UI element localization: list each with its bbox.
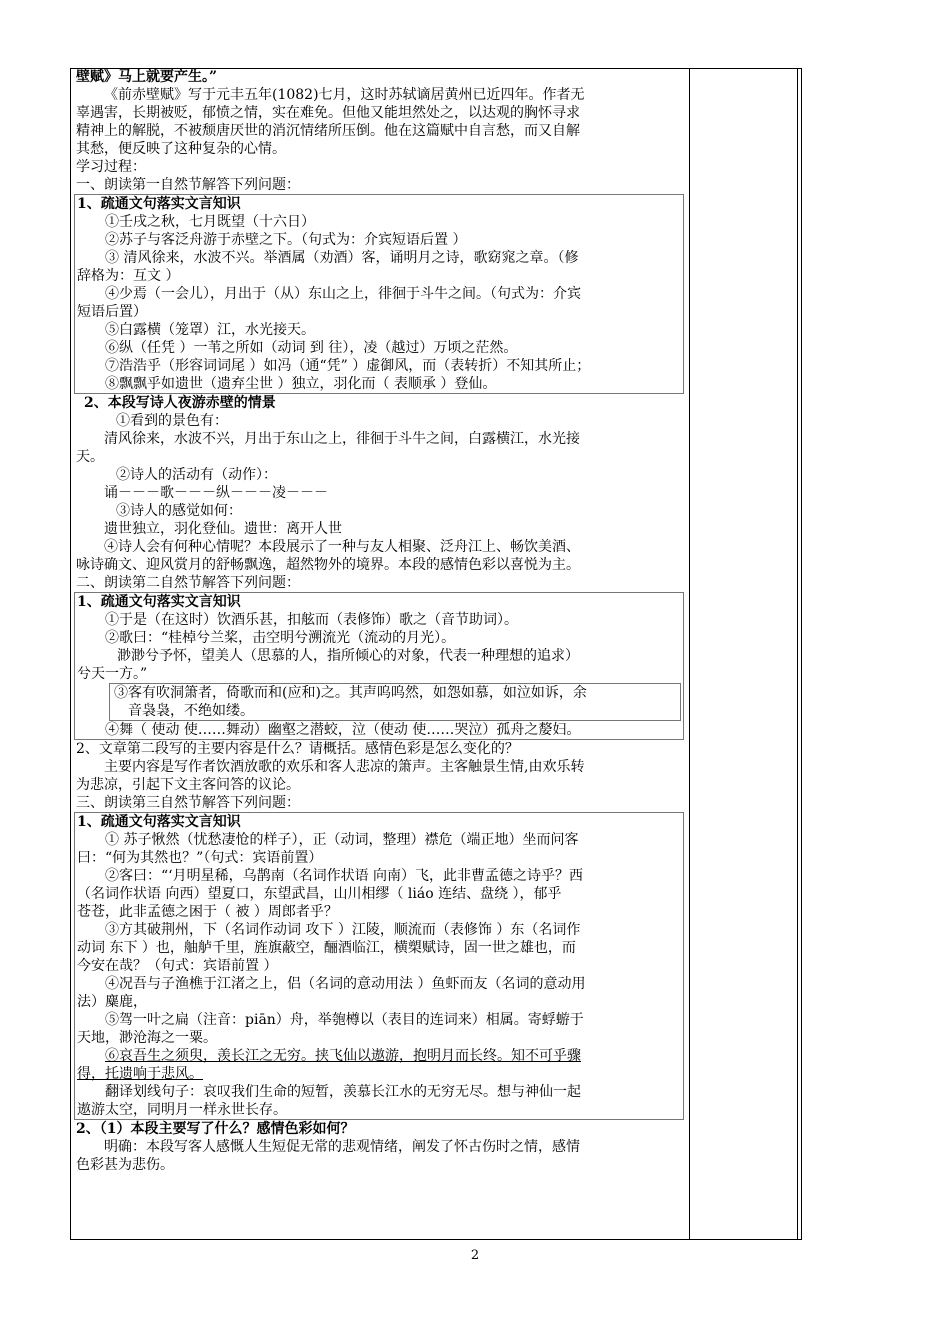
text-line: 辜遇害，长期被贬，郁愤之情，实在难免。但他又能坦然处之，以达观的胸怀寻求 bbox=[76, 105, 580, 121]
knowledge-box-3 bbox=[74, 812, 684, 1120]
section-heading: 二、朗读第二自然节解答下列问题： bbox=[76, 575, 300, 591]
section-heading: 一、朗读第一自然节解答下列问题： bbox=[76, 177, 300, 193]
text-line: 辞格为：互文 ） bbox=[77, 268, 180, 284]
subheading: 2、本段写诗人夜游赤壁的情景 bbox=[84, 395, 276, 411]
text-line: ②诗人的活动有（动作）： bbox=[116, 467, 277, 483]
text-line: 兮天一方。” bbox=[77, 666, 148, 682]
text-line: ⑧飘飘乎如遗世（遗弃尘世 ）独立，羽化而（ 表顺承 ）登仙。 bbox=[105, 376, 497, 392]
text-line: 今安在哉？（句式：宾语前置 ） bbox=[77, 958, 278, 974]
text-line: 《前赤壁赋》写于元丰五年(1082)七月，这时苏轼谪居黄州已近四年。作者无 bbox=[104, 87, 585, 103]
section-heading: 三、朗读第三自然节解答下列问题： bbox=[76, 795, 300, 811]
text-line: 得，托遗响于悲风。 bbox=[77, 1066, 203, 1082]
text-line: ⑥哀吾生之须臾，羡长江之无穷。挟飞仙以遨游，抱明月而长终。知不可乎骤 bbox=[105, 1048, 581, 1064]
text-line: ⑦浩浩乎（形容词词尾 ）如冯（通“凭” ）虚御风，而（表转折）不知其所止； bbox=[105, 358, 591, 374]
text-line: ⑤驾一叶之扁（注音：piān）舟，举匏樽以（表目的连词来）相属。寄蜉蝣于 bbox=[105, 1012, 584, 1028]
text-line: 壁赋》马上就要产生。” bbox=[76, 69, 218, 85]
text-line: 遗世独立，羽化登仙。遗世：离开人世 bbox=[104, 521, 342, 537]
text-line: ③ 清风徐来，水波不兴。举酒属（劝酒）客，诵明月之诗，歌窈窕之章。（修 bbox=[105, 250, 579, 266]
box-heading: 1、疏通文句落实文言知识 bbox=[77, 814, 241, 830]
text-line: 翻译划线句子：哀叹我们生命的短暂，羡慕长江水的无穷无尽。想与神仙一起 bbox=[105, 1084, 581, 1100]
text-line: 咏诗确文、迎风赏月的舒畅飘逸，超然物外的境界。本段的感情色彩以喜悦为主。 bbox=[76, 557, 580, 573]
inner-box bbox=[109, 683, 681, 721]
text-line: 主要内容是写作者饮酒放歌的欢乐和客人悲凉的箫声。主客触景生情,由欢乐转 bbox=[104, 759, 585, 775]
knowledge-box-2 bbox=[74, 592, 684, 740]
text-line: ④况吾与子渔樵于江渚之上，侣（名词的意动用法 ）鱼虾而友（名词的意动用 bbox=[105, 976, 586, 992]
box-heading: 1、疏通文句落实文言知识 bbox=[77, 594, 241, 610]
text-line: ① 苏子愀然（忧愁凄怆的样子），正（动词，整理）襟危（端正地）坐而问客 bbox=[105, 832, 579, 848]
text-line: 为悲凉，引起下文主客问答的议论。 bbox=[76, 777, 300, 793]
text-line: ①壬戌之秋，七月既望（十六日） bbox=[105, 214, 315, 230]
text-line: 明确：本段写客人感慨人生短促无常的悲观情绪，阐发了怀古伤时之情，感情 bbox=[104, 1139, 580, 1155]
text-line: 曰：“何为其然也？”（句式：宾语前置） bbox=[77, 850, 323, 866]
text-line: 苍苍，此非孟德之困于（ 被 ）周郎者乎？ bbox=[77, 904, 338, 920]
subheading: 2、文章第二段写的主要内容是什么？请概括。感情色彩是怎么变化的？ bbox=[76, 741, 519, 757]
notes-column bbox=[689, 68, 802, 1240]
text-line: ④舞（ 使动 使……舞动）幽壑之潜蛟，泣（使动 使……哭泣）孤舟之嫠妇。 bbox=[105, 722, 581, 738]
text-line: 清风徐来，水波不兴，月出于东山之上，徘徊于斗牛之间，白露横江，水光接 bbox=[104, 431, 580, 447]
text-line: ①于是（在这时）饮酒乐甚，扣舷而（表修饰）歌之（音节助词）。 bbox=[105, 612, 518, 628]
document-content bbox=[76, 68, 682, 1174]
text-line: 色彩甚为悲伤。 bbox=[76, 1157, 174, 1173]
text-line: ③客有吹洞箫者，倚歌而和(应和)之。其声呜呜然，如怨如慕，如泣如诉，余 bbox=[114, 685, 587, 701]
text-line: 遨游太空，同明月一样永世长存。 bbox=[77, 1102, 287, 1118]
text-line: 诵－－－歌－－－纵－－－凌－－－ bbox=[104, 485, 328, 501]
text-line: ②客曰：“‘月明星稀，乌鹊南（名词作状语 向南）飞，此非曹孟德之诗乎？西 bbox=[105, 868, 584, 884]
box-heading: 1、疏通文句落实文言知识 bbox=[77, 196, 241, 212]
text-line: ②歌曰：“桂棹兮兰桨，击空明兮溯流光（流动的月光）。 bbox=[105, 630, 456, 646]
text-line: 天地，渺沧海之一粟。 bbox=[77, 1030, 217, 1046]
text-line: 精神上的解脱，不被颓唐厌世的消沉情绪所压倒。他在这篇赋中自言愁，而又自解 bbox=[76, 123, 580, 139]
text-line: ③诗人的感觉如何： bbox=[116, 503, 242, 519]
text-line: 法）麋鹿， bbox=[77, 994, 147, 1010]
text-line: ④少焉（一会儿），月出于（从）东山之上，徘徊于斗牛之间。（句式为：介宾 bbox=[105, 286, 581, 302]
text-line: 短语后置） bbox=[77, 304, 147, 320]
text-line: ②苏子与客泛舟游于赤壁之下。（句式为：介宾短语后置 ） bbox=[105, 232, 467, 248]
text-line: 渺渺兮予怀，望美人（思慕的人，指所倾心的对象，代表一种理想的追求） bbox=[117, 648, 579, 664]
text-line: ⑤白露横（笼罩）江，水光接天。 bbox=[105, 322, 315, 338]
text-line: 学习过程： bbox=[76, 159, 146, 175]
text-line: ④诗人会有何种心情呢？本段展示了一种与友人相聚、泛舟江上、畅饮美酒、 bbox=[104, 539, 580, 555]
text-line: 音袅袅，不绝如缕。 bbox=[128, 703, 254, 719]
text-line: ⑥纵（任凭 ）一苇之所如（动词 到 往），凌（越过）万顷之茫然。 bbox=[105, 340, 518, 356]
subheading: 2、（1）本段主要写了什么？感情色彩如何？ bbox=[76, 1121, 355, 1137]
knowledge-box-1 bbox=[74, 194, 684, 394]
text-line: 天。 bbox=[76, 449, 104, 465]
page-number: 2 bbox=[470, 1248, 480, 1263]
text-line: ①看到的景色有： bbox=[116, 413, 228, 429]
text-line: （名词作状语 向西）望夏口，东望武昌，山川相缪（ liáo 连结、盘绕 ），郁乎 bbox=[77, 886, 562, 902]
text-line: 其愁，便反映了这种复杂的心情。 bbox=[76, 141, 286, 157]
text-line: ③方其破荆州，下（名词作动词 攻下 ）江陵，顺流而（表修饰 ）东（名词作 bbox=[105, 922, 581, 938]
text-line: 动词 东下 ）也，舳舻千里，旌旗蔽空，酾酒临江，横槊赋诗，固一世之雄也，而 bbox=[77, 940, 576, 956]
